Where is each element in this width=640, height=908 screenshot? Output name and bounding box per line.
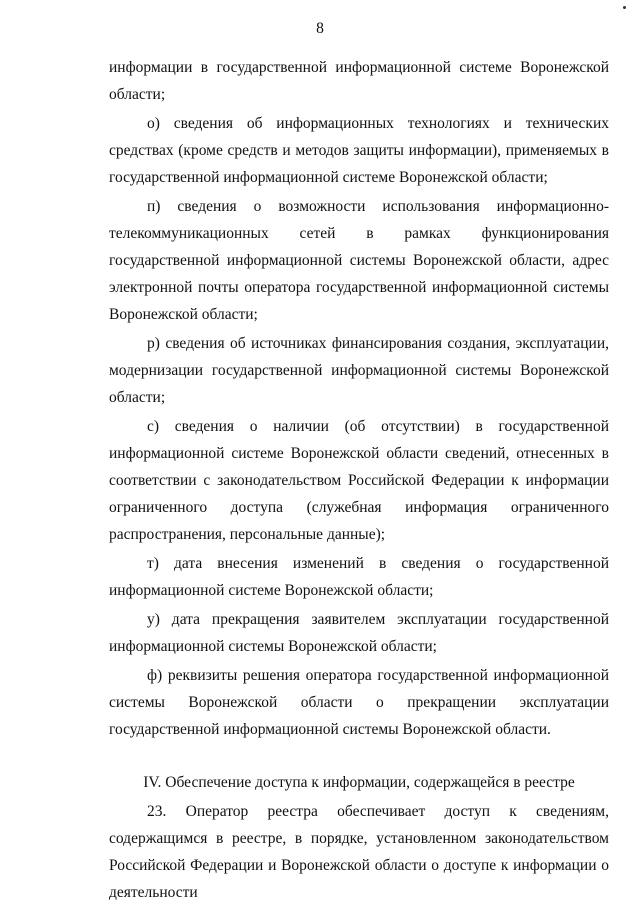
paragraph-item-r: р) сведения об источниках финансирования создания, эксплуатации, модернизации государственной информационной системы Воронежской области;: [109, 335, 609, 406]
paragraph-continuation: информации в государственной информационной системе Воронежской области;: [109, 59, 609, 103]
paragraph-item-o: о) сведения об информационных технологиях и технических средствах (кроме средств и методов защиты информации), применяемых в государственной информационной системе Воронежской области;: [109, 115, 609, 186]
paragraph-23: 23. Оператор реестра обеспечивает доступ к сведениям, содержащимся в реестре, в порядке, установленном законодательством Российской Федерации и Воронежской области о доступе к информации о деятельности: [109, 803, 609, 901]
scan-dot: [623, 6, 626, 9]
paragraph-item-p: п) сведения о возможности использования информационно-телекоммуникационных сетей в рамках функционирования государственной информационной системы Воронежской области, адрес электронной почты оператора государственной информационной системы Воронежской области;: [109, 198, 609, 323]
paragraph-item-s: с) сведения о наличии (об отсутствии) в государственной информационной системе Воронежской области сведений, отнесенных в соответствии с законодательством Российской Федерации к информации ограниченного доступа (служебная информация ограниченного распространения, персональные данные);: [109, 418, 609, 543]
document-body: [109, 54, 609, 908]
paragraph-item-f: ф) реквизиты решения оператора государственной информационной системы Воронежской области о прекращении эксплуатации государственной информационной системы Воронежской области.: [109, 667, 609, 738]
paragraph-item-t: т) дата внесения изменений в сведения о государственной информационной системе Воронежской области;: [109, 555, 609, 599]
page-number: 8: [316, 20, 324, 37]
section-heading: IV. Обеспечение доступа к информации, содержащейся в реестре: [143, 774, 575, 791]
paragraph-item-u: у) дата прекращения заявителем эксплуатации государственной информационной системы Воронежской области;: [109, 611, 609, 655]
